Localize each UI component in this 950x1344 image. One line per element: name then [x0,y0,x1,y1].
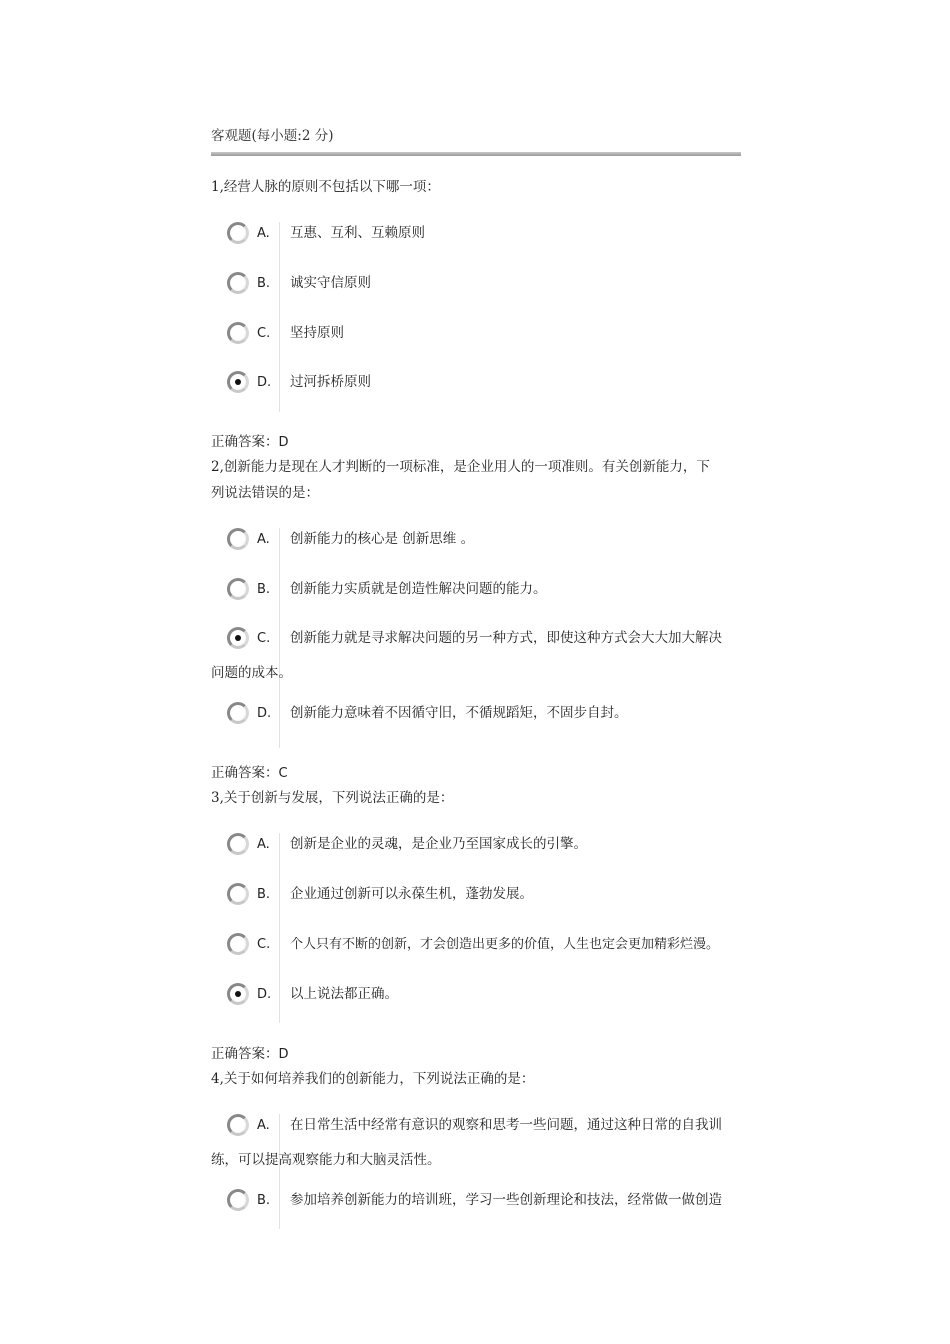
radio-button-icon[interactable] [227,933,249,955]
radio-button-icon[interactable] [227,222,249,244]
radio-button-icon[interactable] [227,702,249,724]
option-text: 创新能力就是寻求解决问题的另一种方式，即使这种方式会大大加大解决 [290,630,722,646]
option-letter: D. [257,706,272,721]
radio-button-icon[interactable] [227,883,249,905]
option-letter: A. [257,532,270,547]
option-divider [279,833,280,1023]
radio-button-icon[interactable] [227,528,249,550]
radio-button-selected-icon[interactable] [227,983,249,1005]
answer-label: 正确答案： [211,765,279,781]
option-text: 互惠、互利、互赖原则 [290,225,425,241]
radio-button-icon[interactable] [227,1114,249,1136]
option-text: 创新是企业的灵魂，是企业乃至国家成长的引擎。 [290,836,587,852]
radio-button-selected-icon[interactable] [227,371,249,393]
option-text: 个人只有不断的创新，才会创造出更多的价值，人生也定会更加精彩烂漫。 [290,937,720,952]
option-text: 在日常生活中经常有意识的观察和思考一些问题，通过这种日常的自我训 [290,1117,722,1133]
question-3-answer [211,1042,289,1062]
answer-value: D [278,1047,289,1062]
option-text: 创新能力的核心是 创新思维 。 [290,531,475,547]
radio-button-selected-icon[interactable] [227,627,249,649]
option-divider [279,222,280,412]
question-2-stem: 2,创新能力是现在人才判断的一项标准，是企业用人的一项准则。有关创新能力，下 [211,459,710,475]
option-text: 企业通过创新可以永葆生机，蓬勃发展。 [290,886,533,902]
radio-button-icon[interactable] [227,1189,249,1211]
option-divider [279,1189,280,1229]
answer-label: 正确答案： [211,1046,279,1062]
option-letter: A. [257,1118,270,1133]
option-letter: D. [257,987,272,1002]
option-letter: B. [257,887,271,902]
option-letter: C. [257,937,271,952]
option-letter: B. [257,276,271,291]
option-text: 以上说法都正确。 [290,986,398,1002]
question-4-option-a-cont: 练，可以提高观察能力和大脑灵活性。 [211,1152,441,1168]
radio-button-icon[interactable] [227,833,249,855]
option-text: 参加培养创新能力的培训班，学习一些创新理论和技法，经常做一做创造 [290,1192,722,1208]
answer-value: D [278,435,289,450]
question-2-option-c-cont: 问题的成本。 [211,665,292,681]
option-letter: B. [257,1193,271,1208]
option-letter: C. [257,326,271,341]
question-2-answer [211,761,288,781]
question-2-stem-cont: 列说法错误的是： [211,485,319,501]
option-letter: D. [257,375,272,390]
answer-value: C [278,766,288,781]
option-text: 创新能力实质就是创造性解决问题的能力。 [290,581,547,597]
option-text: 过河拆桥原则 [290,374,371,390]
answer-label: 正确答案： [211,434,279,450]
option-letter: A. [257,226,270,241]
question-4-stem: 4,关于如何培养我们的创新能力，下列说法正确的是： [211,1071,535,1087]
radio-button-icon[interactable] [227,272,249,294]
option-text: 创新能力意味着不因循守旧，不循规蹈矩，不固步自封。 [290,705,628,721]
question-1-stem: 1,经营人脉的原则不包括以下哪一项： [211,179,440,195]
option-letter: A. [257,837,270,852]
radio-button-icon[interactable] [227,578,249,600]
section-divider [211,152,741,156]
section-title: 客观题(每小题:2 分) [211,128,334,144]
option-letter: B. [257,582,271,597]
option-text: 诚实守信原则 [290,275,371,291]
question-1-answer [211,430,289,450]
radio-button-icon[interactable] [227,322,249,344]
question-3-stem: 3,关于创新与发展，下列说法正确的是： [211,790,454,806]
option-text: 坚持原则 [290,325,344,341]
option-letter: C. [257,631,271,646]
option-divider [279,528,280,748]
